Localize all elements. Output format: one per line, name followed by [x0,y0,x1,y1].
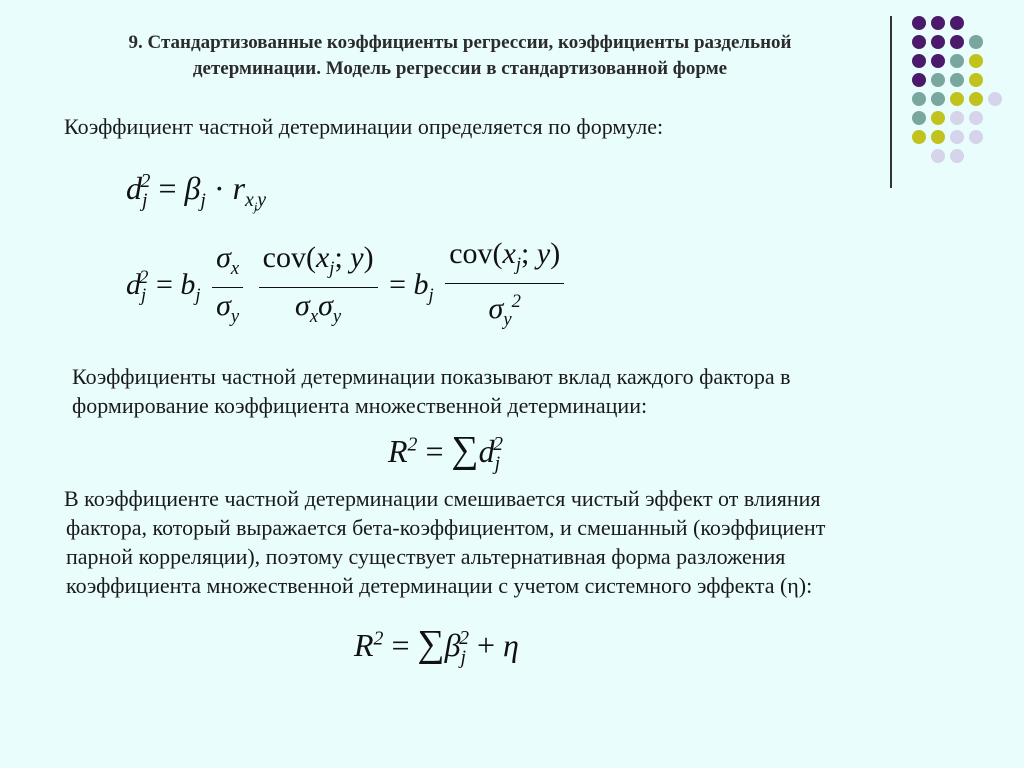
decorative-dot [931,92,945,106]
decorative-dot [969,111,983,125]
decorative-dot [969,73,983,87]
decorative-dot [912,73,926,87]
decorative-dot [931,54,945,68]
decorative-dot [931,35,945,49]
decorative-dot [931,73,945,87]
paragraph-3 [64,484,825,600]
decorative-dot [969,92,983,106]
decorative-dot [950,16,964,30]
paragraph-3-line-3: парной корреляции), поэтому существует альтернативная форма разложения [66,544,786,569]
decorative-dot [931,16,945,30]
decorative-dot [969,54,983,68]
decorative-dot [950,73,964,87]
decorative-dot [950,35,964,49]
decorative-dot [931,149,945,163]
paragraph-3-line-2: фактора, который выражается бета-коэффициентом, и смешанный (коэффициент [66,515,826,540]
decorative-dot [912,92,926,106]
decorative-dot [950,111,964,125]
decorative-dot [988,92,1002,106]
decorative-dot [950,130,964,144]
formula-2: $d_j^2 = b_j$ $\frac{\sigma_x}{\sigma_y}$ $\frac{cov(x_j; y)}{\sigma_x\sigma_y}$ = $b_j$ $\frac{cov(x_j; y)}{\sigma_y^2}$ [126,236,568,338]
decorative-dot [912,16,926,30]
decorative-dot [950,92,964,106]
paragraph-3-line-1: В коэффициенте частной детерминации смешивается чистый эффект от влияния [64,486,821,511]
decorative-dot [969,35,983,49]
formula-4: $R^2 = \sum\beta_j^2 + \eta$ [354,623,519,669]
formula-3: $R^2 = \sum d_j^2$ [388,429,504,475]
decorative-dot [931,130,945,144]
decorative-dot [912,111,926,125]
formula-1: $d_j^2 = \beta_j \cdot r_{x_jy}$ [126,170,267,215]
title-line-1: 9. Стандартизованные коэффициенты регрессии, коэффициенты раздельной [128,32,792,53]
decorative-dot [969,130,983,144]
paragraph-2-line-1: Коэффициенты частной детерминации показывают вклад каждого фактора в [72,364,791,389]
title-line-2: детерминации. Модель регрессии в стандартизованной форме [192,58,728,79]
decorative-dot [950,54,964,68]
decorative-dot [950,149,964,163]
paragraph-1: Коэффициент частной детерминации определяется по формуле: [64,114,664,139]
decorative-dot [912,35,926,49]
decorative-dot [931,111,945,125]
paragraph-2 [72,362,791,420]
decorative-dot [912,130,926,144]
decorative-dot [912,54,926,68]
paragraph-2-line-2: формирование коэффициента множественной детерминации: [72,393,648,418]
paragraph-3-line-4: коэффициента множественной детерминации с учетом системного эффекта (η): [66,573,813,598]
